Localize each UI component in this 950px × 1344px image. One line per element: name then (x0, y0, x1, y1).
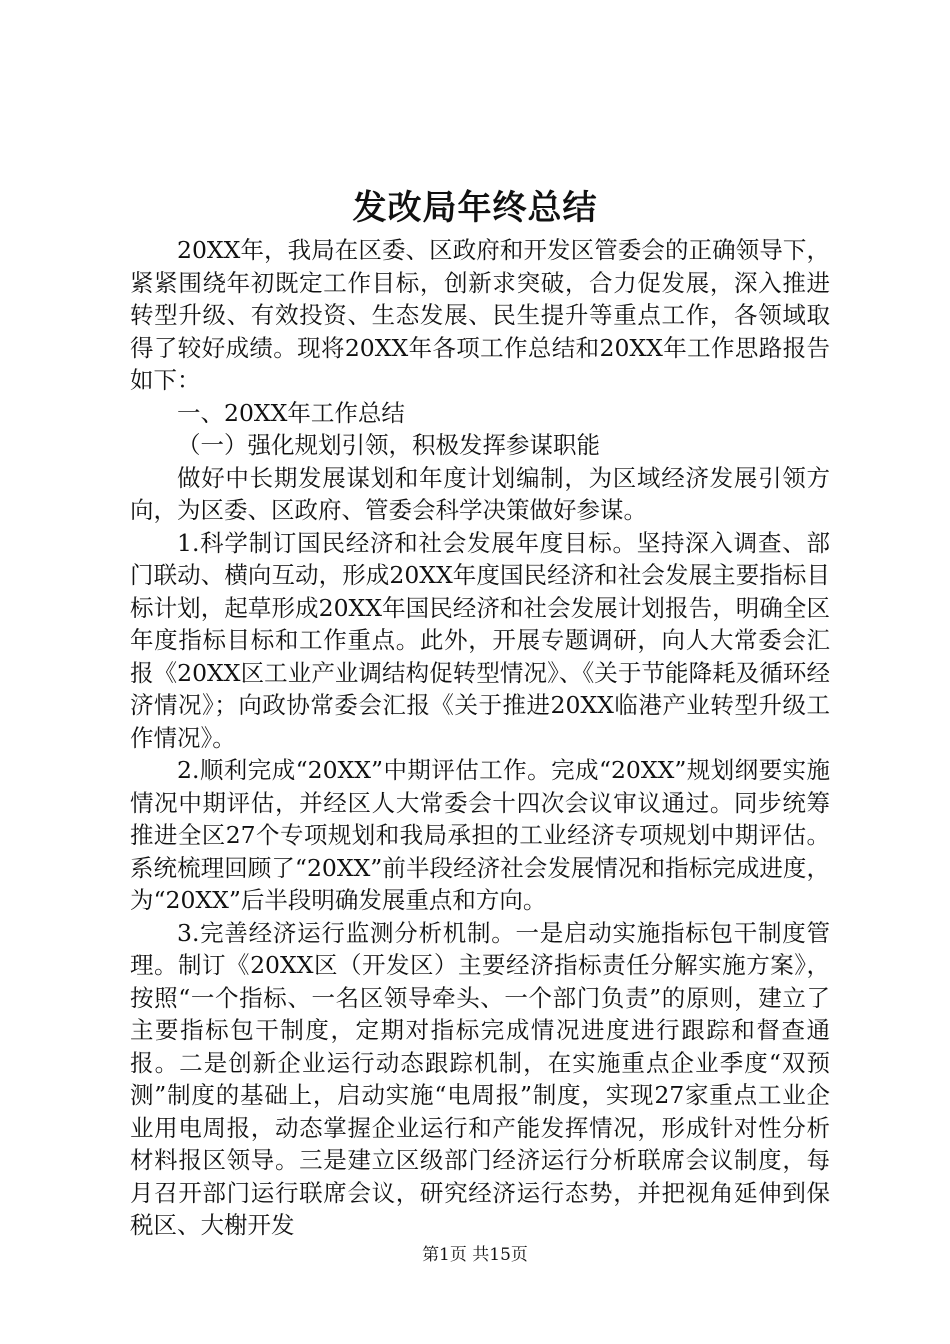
subsection-heading: （一）强化规划引领，积极发挥参谋职能 (177, 431, 600, 459)
section-heading: 一、20XX年工作总结 (177, 398, 405, 427)
document-title: 发改局年终总结 (352, 188, 598, 228)
subsection-summary-paragraph: 做好中长期发展谋划和年度计划编制，为区域经济发展引领方向，为区委、区政府、管委会科学决策做好参谋。 (130, 463, 830, 524)
intro-paragraph: 20XX年，我局在区委、区政府和开发区管委会的正确领导下，紧紧围绕年初既定工作目标，创新求突破，合力促发展，深入推进转型升级、有效投资、生态发展、民生提升等重点工作，各领域取得了较好成绩。现将20XX年各项工作总结和20XX年工作思路报告如下： (130, 236, 830, 394)
item-2-paragraph: 2.顺利完成“20XX”中期评估工作。完成“20XX”规划纲要实施情况中期评估，并经区人大常委会十四次会议审议通过。同步统筹推进全区27个专项规划和我局承担的工业经济专项规划中期评估。系统梳理回顾了“20XX”前半段经济社会发展情况和指标完成进度，为“20XX”后半段明确发展重点和方向。 (130, 756, 830, 914)
item-3-paragraph: 3.完善经济运行监测分析机制。一是启动实施指标包干制度管理。制订《20XX区（开发区）主要经济指标责任分解实施方案》，按照“一个指标、一名区领导牵头、一个部门负责”的原则，建立了主要指标包干制度，定期对指标完成情况进度进行跟踪和督查通报。二是创新企业运行动态跟踪机制，在实施重点企业季度“双预测”制度的基础上，启动实施“电周报”制度，实现27家重点工业企业用电周报，动态掌握企业运行和产能发挥情况，形成针对性分析材料报区领导。三是建立区级部门经济运行分析联席会议制度，每月召开部门运行联席会议，研究经济运行态势，并把视角延伸到保税区、大榭开发 (130, 918, 830, 1239)
page-footer: 第1页 共15页 (422, 1245, 528, 1265)
item-1-paragraph: 1.科学制订国民经济和社会发展年度目标。坚持深入调查、部门联动、横向互动，形成20XX年度国民经济和社会发展主要指标目标计划，起草形成20XX年国民经济和社会发展计划报告，明确全区年度指标目标和工作重点。此外，开展专题调研，向人大常委会汇报《20XX区工业产业调结构促转型情况》、《关于节能降耗及循环经济情况》；向政协常委会汇报《关于推进20XX临港产业转型升级工作情况》。 (130, 528, 830, 752)
document-body (130, 234, 830, 1242)
